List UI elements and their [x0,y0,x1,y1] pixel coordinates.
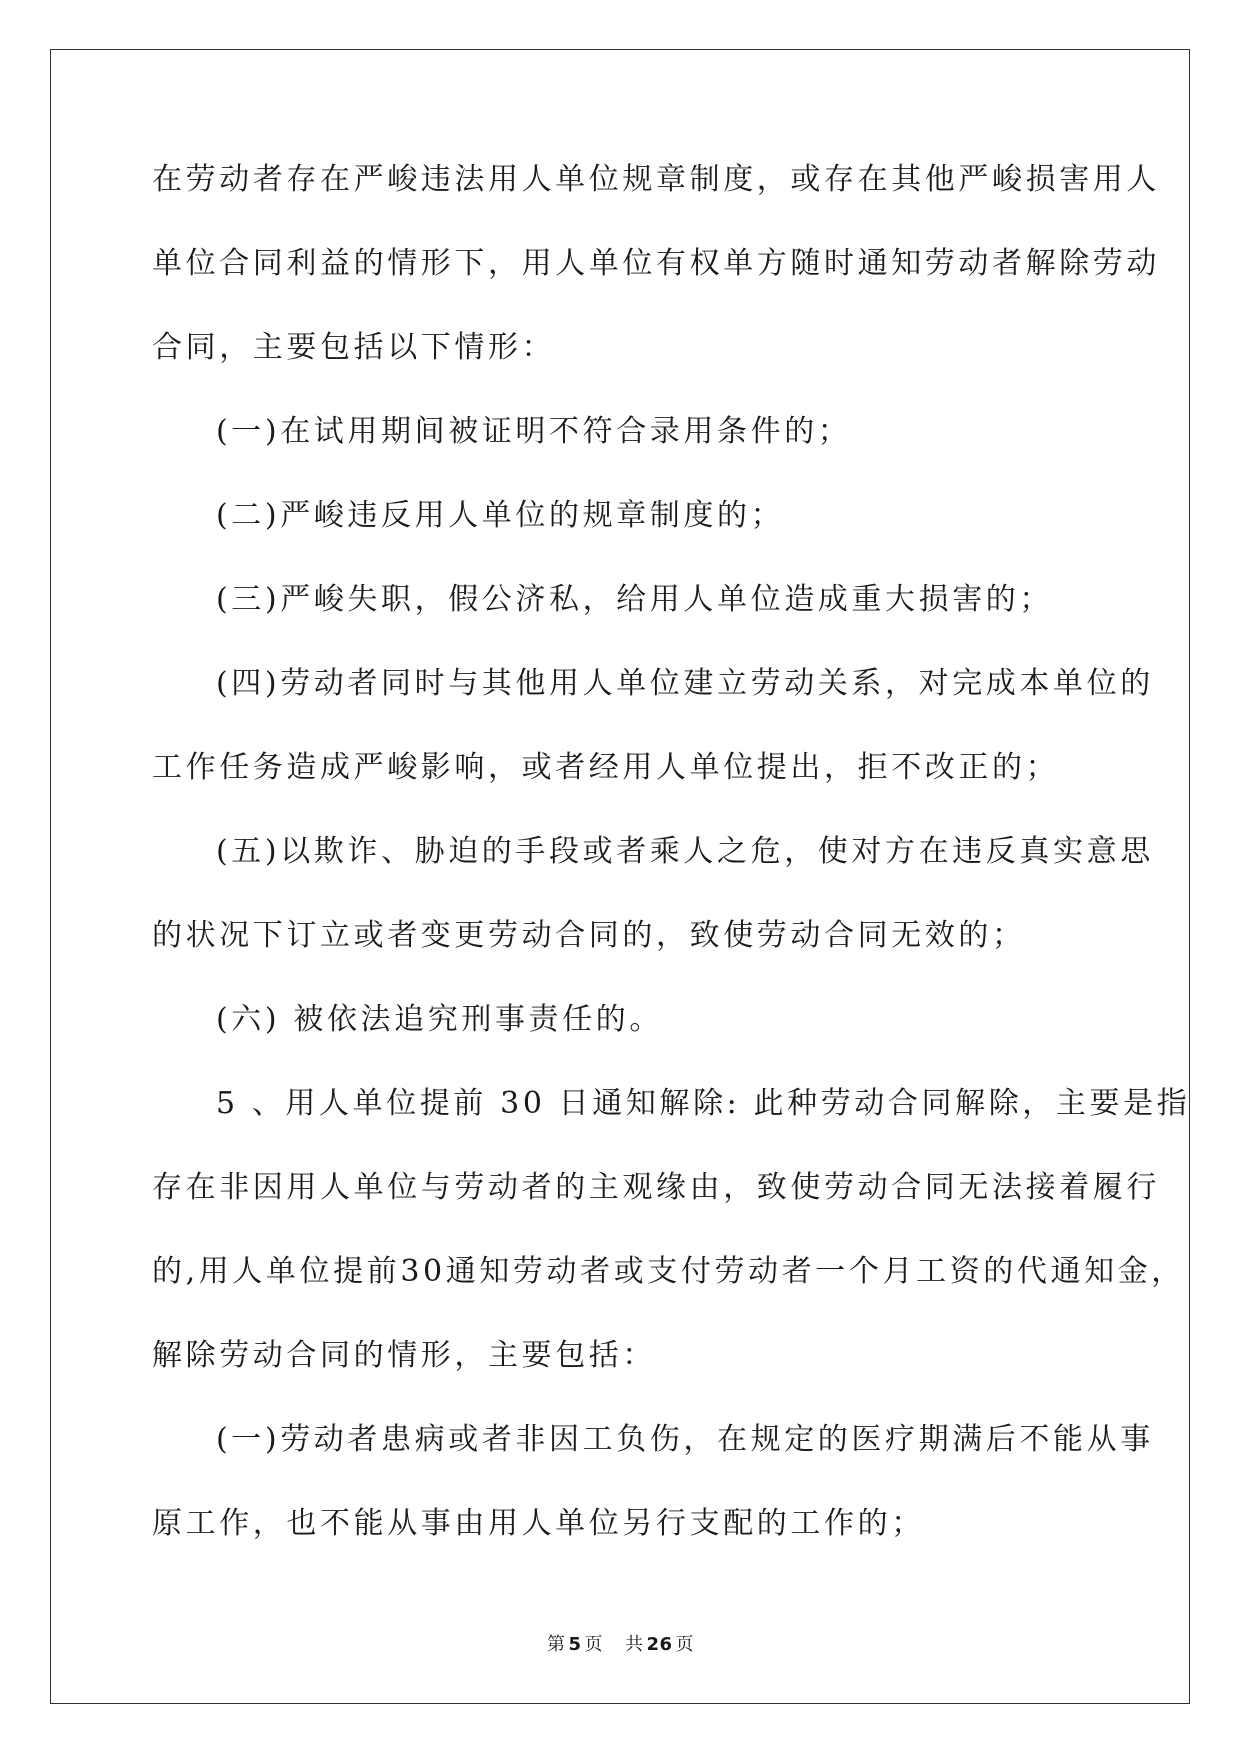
text-line: 的,用人单位提前30通知劳动者或支付劳动者一个月工资的代通知金， [152,1254,1185,1289]
text-line: 在劳动者存在严峻违法用人单位规章制度，或存在其他严峻损害用人 [152,162,1160,197]
text-line: 解除劳动合同的情形，主要包括： [152,1338,656,1373]
list-item-3: (三)严峻失职，假公济私，给用人单位造成重大损害的； [216,582,1054,617]
list-item-2: (二)严峻违反用人单位的规章制度的； [216,498,785,533]
list-item-1b: (一)劳动者患病或者非因工负伤，在规定的医疗期满后不能从事 [216,1422,1154,1457]
list-item-1: (一)在试用期间被证明不符合录用条件的； [216,414,852,449]
page-number: 5 [568,1634,582,1655]
text-line: 工作任务造成严峻影响，或者经用人单位提出，拒不改正的； [152,750,1060,785]
section-heading-5: 5 、用人单位提前 30 日通知解除: 此种劳动合同解除，主要是指 [216,1086,1191,1121]
text-line: 存在非因用人单位与劳动者的主观缘由，致使劳动合同无法接着履行 [152,1170,1160,1205]
footer-page-suffix: 页 [584,1634,603,1655]
footer-prefix: 第 [546,1634,566,1655]
text-line: 的状况下订立或者变更劳动合同的，致使劳动合同无效的； [152,918,1026,953]
page-footer [0,1633,1241,1657]
footer-total-suffix: 页 [675,1634,695,1655]
list-item-4: (四)劳动者同时与其他用人单位建立劳动关系，对完成本单位的 [216,666,1154,701]
text-line: 原工作，也不能从事由用人单位另行支配的工作的； [152,1506,925,1541]
list-item-6: (六) 被依法追究刑事责任的。 [216,1002,663,1037]
total-pages: 26 [646,1634,673,1655]
text-line: 单位合同利益的情形下，用人单位有权单方随时通知劳动者解除劳动 [152,246,1160,281]
footer-total-prefix: 共 [624,1634,644,1655]
list-item-5: (五)以欺诈、胁迫的手段或者乘人之危，使对方在违反真实意思 [216,834,1154,869]
document-body [152,160,1191,1588]
text-line: 合同，主要包括以下情形： [152,330,556,365]
